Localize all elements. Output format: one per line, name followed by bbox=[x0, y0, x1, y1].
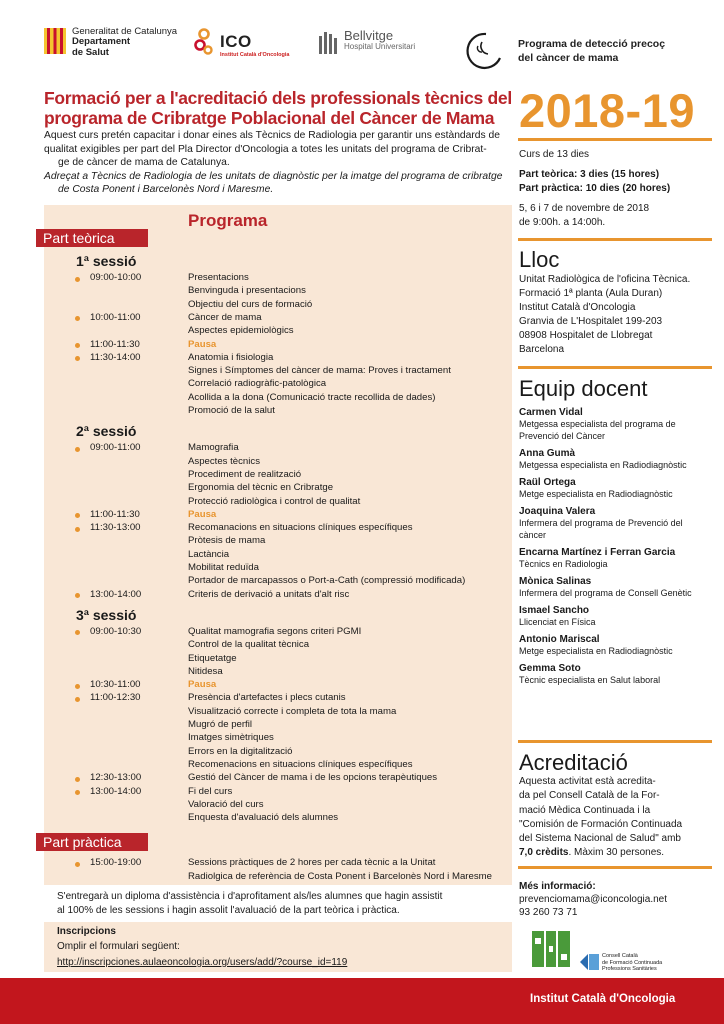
session-item: Errors en la digitalització bbox=[188, 745, 293, 757]
docent-name: Anna Gumà bbox=[519, 448, 576, 459]
ico-name: ICO bbox=[220, 32, 252, 51]
docent-name: Carmen Vidal bbox=[519, 407, 583, 418]
ccfcps-line2: de Formació Continuada bbox=[602, 959, 663, 966]
session-item: Criteris de derivació a unitats d'alt risc bbox=[188, 588, 350, 600]
session-time: 11:00-11:30 bbox=[90, 338, 140, 350]
session-item: Qualitat mamografia segons criteri PGMI bbox=[188, 625, 362, 637]
session-item: Correlació radiogràfic-patològica bbox=[188, 378, 327, 390]
main-title-line1: Formació per a l'acreditació dels professionals tècnics del bbox=[44, 88, 512, 108]
ico-logo bbox=[194, 28, 314, 64]
session-time: 11:00-11:30 bbox=[90, 508, 140, 520]
session-title: 3ª sessió bbox=[76, 606, 137, 623]
docent-role: Metge especialista en Radiodiagnòstic bbox=[519, 489, 673, 499]
pausa-item: Pausa bbox=[188, 338, 217, 350]
lloc-line: Institut Català d'Oncologia bbox=[519, 302, 636, 313]
acred-tail: . Màxim 30 persones. bbox=[568, 847, 665, 859]
gencat-logo bbox=[44, 26, 204, 62]
session-item: Recomanacions en situacions clíniques específiques bbox=[188, 522, 413, 534]
gencat-name: Generalitat de Catalunya bbox=[72, 26, 178, 37]
session-time: 13:00-14:00 bbox=[90, 785, 142, 797]
session-time: 09:00-11:00 bbox=[90, 442, 141, 454]
docent-entry bbox=[519, 407, 714, 442]
curs-duration: Curs de 13 dies bbox=[519, 149, 590, 160]
session-time: 12:30-13:00 bbox=[90, 772, 142, 784]
session-item: Recomenacions en situacions clíniques específiques bbox=[188, 758, 413, 770]
intro-italic-line1: Adreçat a Tècnics de Radiologia de les unitats de diagnòstic per la imatge del programa de cribratge bbox=[44, 170, 503, 182]
session-item: Nitidesa bbox=[188, 665, 223, 677]
session-title: 2ª sessió bbox=[76, 423, 137, 440]
docent-name: Ismael Sancho bbox=[519, 605, 590, 616]
session-item: Lactància bbox=[188, 548, 230, 560]
session-item: Mobilitat reduïda bbox=[188, 562, 259, 573]
programa-title-1: Programa de detecció precoç bbox=[518, 38, 666, 50]
docent-role: Infermera del programa de Consell Genètic bbox=[519, 588, 692, 598]
session-item: Control de la qualitat tècnica bbox=[188, 639, 310, 651]
session-time: 09:00-10:00 bbox=[90, 272, 142, 283]
session-time: 11:30-14:00 bbox=[90, 351, 141, 363]
session-item: Anatomia i fisiologia bbox=[188, 351, 274, 363]
session-time: 11:30-13:00 bbox=[90, 522, 141, 534]
bullet-dot-icon bbox=[75, 862, 80, 867]
programa-logo-icon bbox=[460, 28, 506, 72]
acreditacio-heading: Acreditació bbox=[519, 750, 628, 775]
session-item: Radiolgica de referència de Costa Ponent i Barcelonès Nord i Maresme bbox=[188, 870, 492, 882]
diploma-line2: al 100% de les sessions i hagin assolit l'avaluació de la part teòrica i pràctica. bbox=[57, 905, 400, 916]
session-item: Acollida a la dona (Comunicació tracte recollida de dades) bbox=[188, 391, 436, 403]
bullet-dot-icon bbox=[75, 343, 80, 348]
docent-entry bbox=[519, 663, 714, 686]
session-time: 10:30-11:00 bbox=[90, 679, 141, 691]
session-item: Valoració del curs bbox=[188, 798, 264, 810]
session-item: Signes i Símptomes del càncer de mama: Proves i tractament bbox=[188, 365, 451, 377]
acred-credits: 7,0 crèdits bbox=[519, 847, 569, 859]
docent-name: Gemma Soto bbox=[519, 663, 581, 674]
bullet-dot-icon bbox=[75, 447, 80, 452]
docent-role: Prevenció del Càncer bbox=[519, 431, 606, 441]
bellvitge-name: Bellvitge bbox=[344, 28, 394, 43]
session-time: 09:00-10:30 bbox=[90, 625, 142, 637]
acred-line: del Sistema Nacional de Salud" amb bbox=[519, 833, 681, 845]
session-item: Enquesta d'avaluació dels alumnes bbox=[188, 812, 339, 824]
lloc-line: 08908 Hospitalet de Llobregat bbox=[519, 330, 653, 341]
docent-role: Llicenciat en Física bbox=[519, 617, 596, 627]
part-practica-duration: Part pràctica: 10 dies (20 hores) bbox=[519, 183, 671, 194]
session-item: Aspectes tècnics bbox=[188, 455, 260, 467]
diploma-line1: S'entregarà un diploma d'assistència i d'aprofitament als/les alumnes que hagin assistit bbox=[57, 891, 443, 902]
acred-line: Aquesta activitat està acredita- bbox=[519, 776, 656, 787]
part-teorica-duration: Part teòrica: 3 dies (15 hores) bbox=[519, 169, 660, 180]
bullet-dot-icon bbox=[75, 697, 80, 702]
bullet-dot-icon bbox=[75, 277, 80, 282]
docent-role: Metgessa especialista en Radiodiagnòstic bbox=[519, 460, 687, 470]
session-item: Promoció de la salut bbox=[188, 405, 275, 416]
docent-entry bbox=[519, 506, 714, 541]
bullet-dot-icon bbox=[75, 684, 80, 689]
lloc-line: Granvia de L'Hospitalet 199-203 bbox=[519, 316, 663, 327]
inscripcions-link[interactable]: http://inscripciones.aulaeoncologia.org/users/add/?course_id=119 bbox=[57, 957, 348, 968]
docent-entry bbox=[519, 547, 714, 570]
docent-entry bbox=[519, 576, 714, 599]
gencat-dept-2: de Salut bbox=[72, 46, 109, 58]
session-item: Pròtesis de mama bbox=[188, 535, 266, 547]
intro-italic-line2: de Costa Ponent i Barcelonès Nord i Maresme. bbox=[58, 184, 274, 196]
session-item: Mamografia bbox=[188, 442, 239, 454]
intro-line2: qualitat exigibles per part del Pla Director d'Oncologia a totes les unitats del programa de Cribrat- bbox=[44, 143, 487, 155]
session-item: Presència d'artefactes i plecs cutanis bbox=[188, 692, 346, 704]
session-item: Aspectes epidemiològics bbox=[188, 325, 294, 337]
docent-entry bbox=[519, 605, 714, 628]
ico-subtitle: Institut Català d'Oncologia bbox=[220, 51, 290, 58]
session-item: Protecció radiològica i control de qualitat bbox=[188, 495, 361, 507]
session-item: Etiquetatge bbox=[188, 652, 237, 664]
docent-name: Encarna Martínez i Ferran Garcia bbox=[519, 547, 676, 558]
session-title: 1ª sessió bbox=[76, 253, 137, 269]
session-item: Benvinguda i presentacions bbox=[188, 285, 306, 297]
docents-list bbox=[519, 407, 714, 692]
rule-2 bbox=[518, 238, 712, 241]
docent-role: Metge especialista en Radiodiagnòstic bbox=[519, 646, 673, 656]
rule-5 bbox=[518, 866, 712, 869]
docent-entry bbox=[519, 634, 714, 657]
contact-email[interactable]: prevenciomama@iconcologia.net bbox=[519, 894, 668, 905]
acreditacio-text bbox=[519, 775, 707, 861]
intro-line1: Aquest curs pretén capacitar i donar eines als Tècnics de Radiologia per garantir uns estàndards de bbox=[44, 130, 500, 141]
programa-title-2: del càncer de mama bbox=[518, 51, 619, 64]
bellvitge-logo bbox=[318, 28, 428, 68]
course-hours: de 9:00h. a 14:00h. bbox=[519, 217, 606, 228]
docent-role: càncer bbox=[519, 530, 547, 540]
pausa-item: Pausa bbox=[188, 679, 217, 691]
inscripcions-text: Omplir el formulari següent: bbox=[57, 940, 180, 952]
part-teorica-tab: Part teòrica bbox=[36, 229, 148, 247]
docent-role: Infermera del programa de Prevenció del bbox=[519, 518, 683, 528]
session-item: Ergonomia del tècnic en Cribratge bbox=[188, 482, 334, 494]
ccfcps-line3: Professions Sanitàries bbox=[602, 966, 657, 972]
session-item: Mugró de perfil bbox=[188, 719, 252, 730]
equip-docent-heading: Equip docent bbox=[519, 376, 648, 401]
session-item: Visualització correcte i completa de tota la mama bbox=[188, 705, 397, 717]
acred-last-line bbox=[519, 846, 707, 860]
session-item: Portador de marcapassos o Port-a-Cath (compressió modificada) bbox=[188, 575, 466, 587]
rule-4 bbox=[518, 740, 712, 743]
lloc-line: Barcelona bbox=[519, 344, 565, 355]
docent-role: Tècnic especialista en Salut laboral bbox=[519, 675, 661, 685]
bullet-dot-icon bbox=[75, 527, 80, 532]
acred-line: "Comisión de Formación Continuada bbox=[519, 818, 683, 830]
docent-name: Antonio Mariscal bbox=[519, 634, 600, 645]
lloc-line: Formació 1ª planta (Aula Duran) bbox=[519, 288, 663, 299]
ccfcps-logo-icon bbox=[580, 952, 600, 972]
docent-name: Mònica Salinas bbox=[519, 576, 592, 587]
ico-symbol-icon bbox=[194, 28, 214, 56]
bullet-dot-icon bbox=[75, 790, 80, 795]
session-item: Fi del curs bbox=[188, 785, 233, 797]
session-time: 11:00-12:30 bbox=[90, 692, 141, 704]
docent-name: Joaquina Valera bbox=[519, 506, 596, 517]
session-item: Sessions pràctiques de 2 hores per cada tècnic a la Unitat bbox=[188, 857, 436, 869]
main-title-line2: programa de Cribratge Poblacional del Càncer de Mama bbox=[44, 107, 495, 128]
docent-entry bbox=[519, 448, 714, 471]
session-item: Presentacions bbox=[188, 272, 249, 283]
programa-heading: Programa bbox=[188, 211, 268, 230]
docent-name: Raül Ortega bbox=[519, 477, 576, 488]
docent-entry bbox=[519, 477, 714, 500]
session-item: Procediment de realització bbox=[188, 468, 302, 480]
ccfmc-logo-icon bbox=[530, 928, 572, 970]
docent-role: Metgessa especialista del programa de bbox=[519, 419, 676, 429]
footer-institution: Institut Català d'Oncologia bbox=[530, 993, 676, 1005]
lloc-heading: Lloc bbox=[519, 247, 560, 272]
bullet-dot-icon bbox=[75, 777, 80, 782]
docent-role: Tècnics en Radiologia bbox=[519, 559, 608, 569]
contact-phone: 93 260 73 71 bbox=[519, 907, 578, 918]
session-time: 13:00-14:00 bbox=[90, 588, 142, 600]
pausa-item: Pausa bbox=[188, 508, 217, 520]
session-time: 15:00-19:00 bbox=[90, 857, 142, 869]
gencat-dept: Departament bbox=[72, 36, 131, 48]
session-item: Gestió del Càncer de mama i de les opcions terapèutiques bbox=[188, 772, 438, 784]
rule-1 bbox=[518, 138, 712, 141]
lloc-address bbox=[519, 273, 714, 357]
session-item: Imatges simètriques bbox=[188, 732, 274, 744]
course-year: 2018-19 bbox=[519, 84, 695, 137]
ccfcps-line1: Consell Català bbox=[602, 953, 638, 959]
gencat-flag-icon bbox=[44, 28, 66, 54]
lloc-line: Unitat Radiològica de l'oficina Tècnica. bbox=[519, 274, 691, 285]
acred-line: mació Mèdica Continuada i la bbox=[519, 804, 651, 816]
session-item: Objectiu del curs de formació bbox=[188, 298, 313, 310]
session-item: Càncer de mama bbox=[188, 311, 262, 323]
bellvitge-building-icon bbox=[318, 32, 338, 54]
inscripcions-title: Inscripcions bbox=[57, 926, 116, 937]
course-dates: 5, 6 i 7 de novembre de 2018 bbox=[519, 203, 650, 214]
intro-line3: ge de càncer de mama de Catalunya. bbox=[58, 157, 230, 169]
session-time: 10:00-11:00 bbox=[90, 311, 141, 323]
bellvitge-subtitle: Hospital Universitari bbox=[344, 42, 416, 52]
rule-3 bbox=[518, 366, 712, 369]
mes-info-label: Més informació: bbox=[519, 881, 596, 892]
acred-line: da pel Consell Català de la For- bbox=[519, 790, 660, 802]
part-practica-tab: Part pràctica bbox=[36, 833, 148, 851]
